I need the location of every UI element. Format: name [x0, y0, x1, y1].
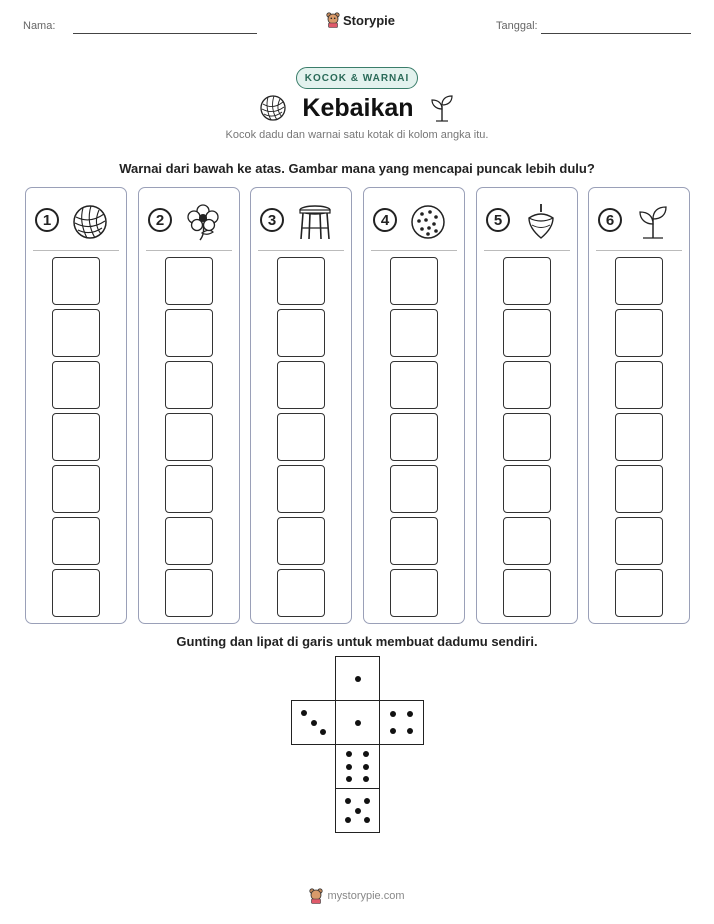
color-box[interactable]	[615, 309, 663, 357]
bear-icon	[309, 888, 323, 904]
subtitle: Kocok dadu dan warnai satu kotak di kolom angka itu.	[225, 129, 489, 141]
column-4	[363, 187, 465, 624]
color-box[interactable]	[277, 465, 325, 513]
storypie-logo	[326, 12, 395, 28]
color-box[interactable]	[615, 257, 663, 305]
color-box[interactable]	[503, 413, 551, 461]
sprout-icon	[633, 202, 673, 242]
column-6	[588, 187, 690, 624]
die-pip	[407, 711, 413, 717]
color-box[interactable]	[277, 309, 325, 357]
brand-name: Storypie	[343, 12, 396, 28]
color-box[interactable]	[615, 361, 663, 409]
die-pip	[355, 720, 361, 726]
die-face	[379, 700, 424, 745]
die-pip	[346, 776, 352, 782]
color-box[interactable]	[390, 413, 438, 461]
column-divider	[484, 250, 570, 251]
die-pip	[364, 817, 370, 823]
color-box[interactable]	[277, 257, 325, 305]
die-pip	[363, 764, 369, 770]
color-box[interactable]	[390, 257, 438, 305]
cookie-icon	[408, 202, 448, 242]
title-row	[0, 92, 714, 124]
die-pip	[311, 720, 317, 726]
column-3	[250, 187, 352, 624]
die-face	[335, 788, 380, 833]
column-divider	[596, 250, 682, 251]
die-pip	[355, 676, 361, 682]
color-box[interactable]	[390, 309, 438, 357]
color-box[interactable]	[615, 465, 663, 513]
column-divider	[33, 250, 119, 251]
column-1	[25, 187, 127, 624]
die-pip	[301, 710, 307, 716]
color-box[interactable]	[277, 413, 325, 461]
color-box[interactable]	[615, 569, 663, 617]
die-pip	[390, 711, 396, 717]
die-face	[335, 744, 380, 789]
color-box[interactable]	[165, 309, 213, 357]
color-box[interactable]	[277, 569, 325, 617]
color-box[interactable]	[52, 517, 100, 565]
color-box[interactable]	[52, 569, 100, 617]
die-pip	[407, 728, 413, 734]
color-box[interactable]	[165, 569, 213, 617]
column-number: 4	[373, 208, 397, 232]
die-pip	[390, 728, 396, 734]
color-box[interactable]	[390, 465, 438, 513]
column-divider	[371, 250, 457, 251]
date-line[interactable]	[541, 33, 691, 34]
instruction: Warnai dari bawah ke atas. Gambar mana yang mencapai puncak lebih dulu?	[119, 161, 595, 176]
color-box[interactable]	[165, 361, 213, 409]
column-2	[138, 187, 240, 624]
color-box[interactable]	[615, 517, 663, 565]
name-label: Nama:	[23, 20, 56, 32]
die-pip	[364, 798, 370, 804]
flower-icon	[183, 202, 223, 242]
column-number: 3	[260, 208, 284, 232]
footer	[0, 888, 714, 904]
die-pip	[345, 817, 351, 823]
color-box[interactable]	[52, 465, 100, 513]
stool-icon	[295, 202, 335, 242]
page-title: Kebaikan	[302, 93, 414, 122]
die-face	[335, 700, 380, 745]
color-box[interactable]	[52, 361, 100, 409]
color-box[interactable]	[277, 361, 325, 409]
color-box[interactable]	[503, 517, 551, 565]
color-box[interactable]	[52, 309, 100, 357]
die-pip	[346, 751, 352, 757]
color-box[interactable]	[390, 569, 438, 617]
color-box[interactable]	[390, 361, 438, 409]
column-number: 6	[598, 208, 622, 232]
yarn-ball-icon	[70, 202, 110, 242]
date-label: Tanggal:	[496, 20, 538, 32]
bear-icon	[326, 12, 340, 28]
spinning-top-icon	[521, 202, 561, 242]
die-pip	[346, 764, 352, 770]
color-box[interactable]	[52, 413, 100, 461]
color-box[interactable]	[503, 465, 551, 513]
column-divider	[258, 250, 344, 251]
color-box[interactable]	[165, 413, 213, 461]
yarn-ball-icon	[258, 93, 288, 123]
die-pip	[355, 808, 361, 814]
activity-badge: KOCOK & WARNAI	[296, 67, 418, 89]
color-box[interactable]	[390, 517, 438, 565]
color-box[interactable]	[277, 517, 325, 565]
color-box[interactable]	[165, 257, 213, 305]
column-number: 1	[35, 208, 59, 232]
color-box[interactable]	[165, 465, 213, 513]
cut-instruction: Gunting dan lipat di garis untuk membuat dadumu sendiri.	[176, 634, 538, 649]
color-box[interactable]	[503, 361, 551, 409]
color-box[interactable]	[52, 257, 100, 305]
color-box[interactable]	[503, 309, 551, 357]
die-pip	[345, 798, 351, 804]
name-line[interactable]	[73, 33, 257, 34]
die-face	[291, 700, 336, 745]
footer-url[interactable]: mystorypie.com	[327, 890, 405, 902]
column-divider	[146, 250, 232, 251]
sprout-icon	[428, 93, 456, 123]
column-number: 5	[486, 208, 510, 232]
color-box[interactable]	[503, 569, 551, 617]
die-pip	[363, 776, 369, 782]
die-pip	[320, 729, 326, 735]
color-box[interactable]	[165, 517, 213, 565]
die-pip	[363, 751, 369, 757]
color-box[interactable]	[503, 257, 551, 305]
die-face	[335, 656, 380, 701]
color-box[interactable]	[615, 413, 663, 461]
column-5	[476, 187, 578, 624]
column-number: 2	[148, 208, 172, 232]
